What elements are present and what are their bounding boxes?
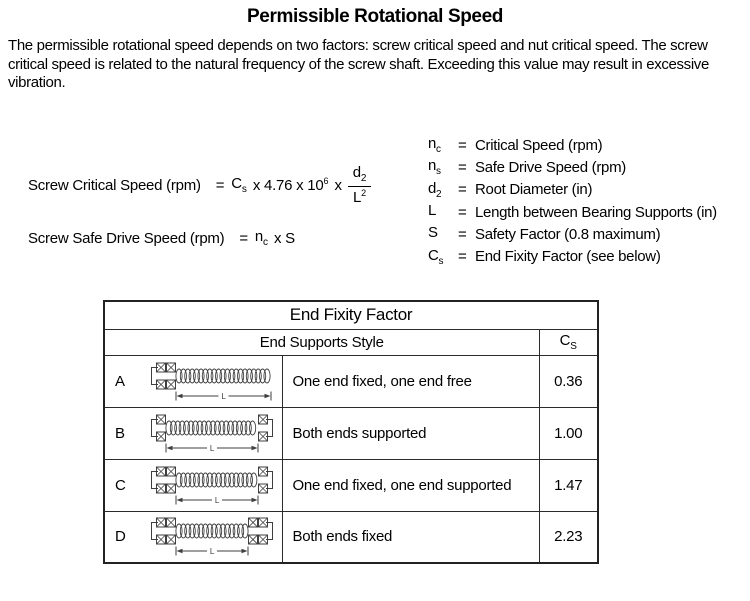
svg-text:L: L bbox=[209, 547, 215, 557]
support-style-description: Both ends fixed bbox=[282, 511, 539, 563]
definition-text: Length between Bearing Supports (in) bbox=[475, 203, 717, 221]
symbol: $C_s$ bbox=[428, 246, 444, 267]
symbol: $n_c$ bbox=[428, 135, 442, 156]
definition-row: $C_s$ = End Fixity Factor (see below) bbox=[428, 246, 661, 267]
cs-value: 0.36 bbox=[539, 355, 598, 407]
definition-text: Safe Drive Speed (rpm) bbox=[475, 158, 626, 176]
symbol: $d_2$ bbox=[428, 179, 442, 200]
cs-value: 1.00 bbox=[539, 407, 598, 459]
support-style-description: Both ends supported bbox=[282, 407, 539, 459]
cs-column-header: $C_S$ bbox=[539, 329, 598, 355]
definition-row: S = Safety Factor (0.8 maximum) bbox=[428, 224, 661, 243]
equals-sign: = bbox=[239, 229, 248, 247]
definition-text: End Fixity Factor (see below) bbox=[475, 248, 661, 266]
equals-sign: = bbox=[215, 176, 225, 194]
table-row-b bbox=[104, 407, 598, 459]
fraction-numerator: $d_2$ bbox=[352, 164, 367, 185]
table-row-a bbox=[104, 355, 598, 407]
style-letter: B bbox=[115, 424, 125, 442]
style-cell bbox=[104, 459, 282, 511]
style-letter: D bbox=[115, 528, 126, 546]
end-support-diagram-supported-supported bbox=[149, 412, 275, 455]
coefficient-symbol: $C_s$ bbox=[231, 175, 247, 195]
formula-constant: x 4.76 x $10^6$ bbox=[252, 176, 329, 194]
fraction-denominator: $L^2$ bbox=[348, 186, 371, 207]
times-sign: x bbox=[334, 176, 342, 194]
support-style-description: One end fixed, one end supported bbox=[282, 459, 539, 511]
end-supports-style-header: End Supports Style bbox=[104, 329, 539, 355]
symbol: $n_s$ bbox=[428, 157, 442, 178]
page-title: Permissible Rotational Speed bbox=[247, 6, 503, 27]
svg-text:L: L bbox=[221, 391, 226, 401]
support-style-description: One end fixed, one end free bbox=[282, 355, 539, 407]
definition-row: $d_2$ = Root Diameter (in) bbox=[428, 179, 593, 200]
formula-label: Screw Safe Drive Speed (rpm) bbox=[28, 229, 225, 247]
definition-row: $n_c$ = Critical Speed (rpm) bbox=[428, 135, 603, 156]
table-row-d bbox=[104, 511, 598, 563]
definition-text: Root Diameter (in) bbox=[475, 181, 593, 199]
end-fixity-factor-table bbox=[103, 300, 599, 564]
style-letter: A bbox=[115, 372, 125, 390]
definition-row: L = Length between Bearing Supports (in) bbox=[428, 202, 717, 221]
definition-row: $n_s$ = Safe Drive Speed (rpm) bbox=[428, 157, 626, 178]
style-cell bbox=[104, 511, 282, 563]
table-header-row bbox=[104, 329, 598, 355]
style-letter: C bbox=[115, 476, 126, 494]
table-title: End Fixity Factor bbox=[104, 301, 598, 329]
style-cell bbox=[104, 355, 282, 407]
symbol: S bbox=[428, 224, 438, 242]
definition-text: Safety Factor (0.8 maximum) bbox=[475, 225, 661, 243]
screw-critical-speed-formula bbox=[28, 156, 371, 214]
svg-text:L: L bbox=[209, 443, 215, 453]
diameter-over-length-fraction bbox=[348, 163, 372, 207]
critical-speed-symbol: $n_c$ bbox=[254, 228, 269, 248]
table-row-c bbox=[104, 459, 598, 511]
cs-value: 1.47 bbox=[539, 459, 598, 511]
svg-text:L: L bbox=[214, 495, 220, 505]
end-support-diagram-fixed-supported bbox=[149, 464, 275, 507]
style-cell bbox=[104, 407, 282, 459]
end-support-diagram-fixed-free bbox=[149, 360, 275, 403]
intro-paragraph: The permissible rotational speed depends on two factors: screw critical speed and nut critical speed. The screw critical speed is related to the natural frequency of the screw shaft. Exceeding this value may result in excessive vibration. bbox=[8, 37, 709, 91]
definition-text: Critical Speed (rpm) bbox=[475, 136, 603, 154]
cs-value: 2.23 bbox=[539, 511, 598, 563]
formulas-block bbox=[28, 156, 371, 248]
end-support-diagram-fixed-fixed bbox=[149, 515, 275, 558]
formula-label: Screw Critical Speed (rpm) bbox=[28, 176, 201, 194]
symbol: L bbox=[428, 202, 437, 220]
table-title-row bbox=[104, 301, 598, 329]
variable-definitions bbox=[428, 134, 717, 268]
safety-factor-term: x S bbox=[274, 229, 295, 247]
screw-safe-drive-speed-formula bbox=[28, 228, 371, 248]
